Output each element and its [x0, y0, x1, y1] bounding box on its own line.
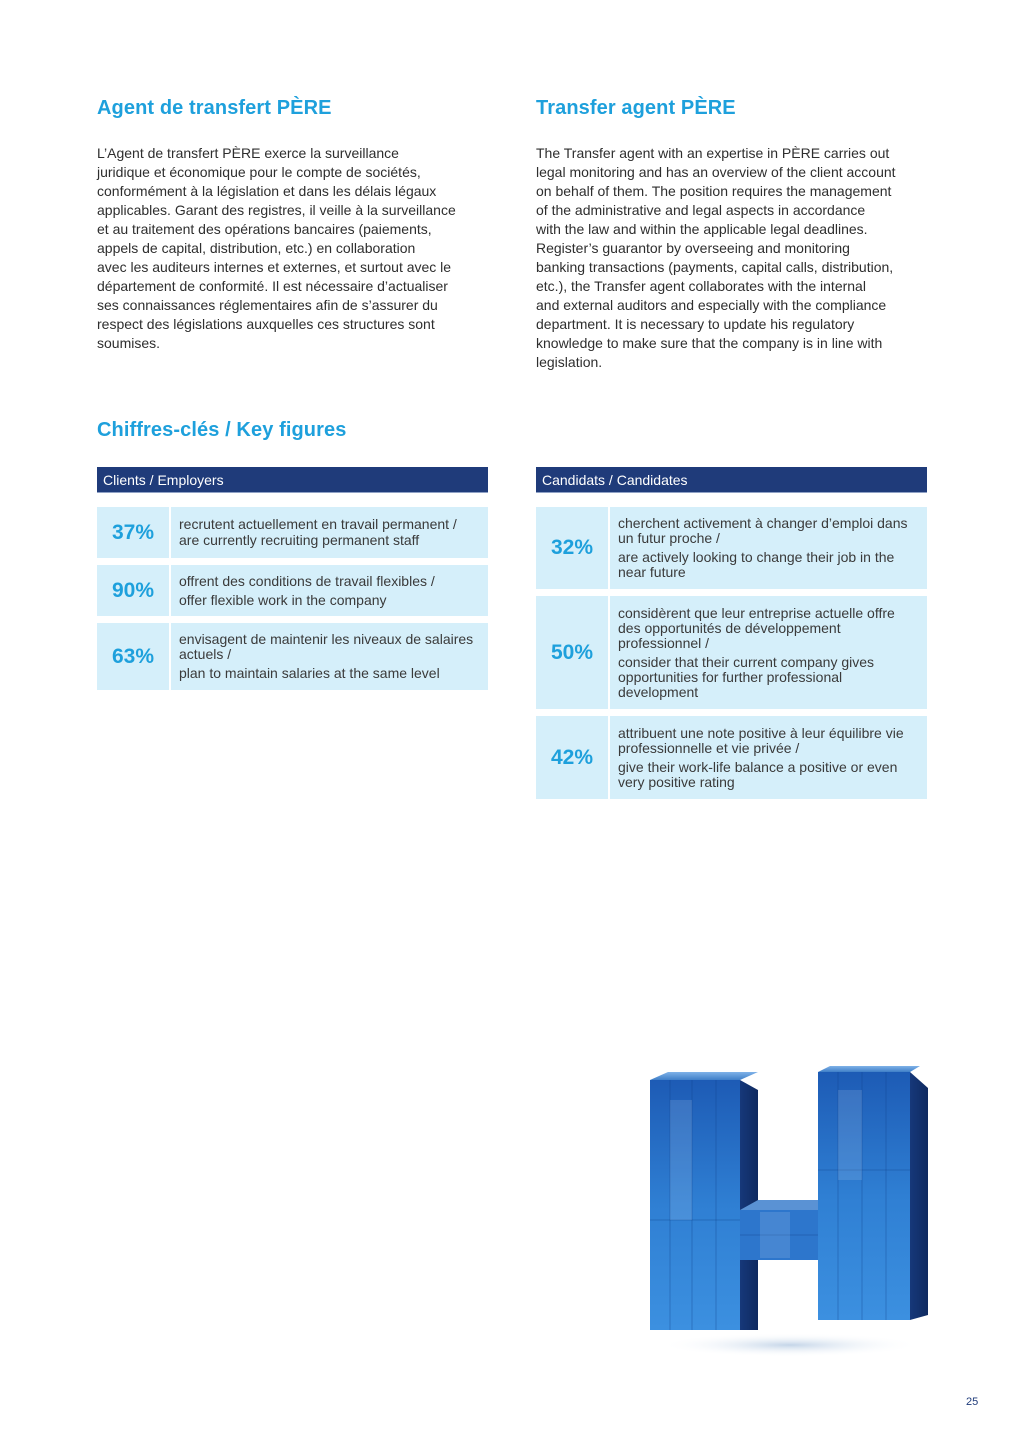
- left-line: appels de capital, distribution, etc.) en collaboration: [97, 240, 416, 256]
- left-line: L’Agent de transfert PÈRE exerce la surveillance: [97, 145, 399, 161]
- right-line: The Transfer agent with an expertise in PÈRE carries out: [536, 145, 890, 161]
- right-line: knowledge to make sure that the company is in line with: [536, 335, 883, 351]
- left-section: [97, 96, 487, 353]
- right-paragraph: [536, 144, 926, 372]
- left-line: avec les auditeurs internes et externes, et surtout avec le: [97, 259, 452, 275]
- row-text-en: consider that their current company gives opportunities for further professional development: [618, 653, 875, 700]
- right-line: on behalf of them. The position requires the management: [536, 183, 892, 199]
- candidates-table-header: Candidats / Candidates: [536, 467, 927, 493]
- right-line: legislation.: [536, 354, 603, 370]
- row-text: [171, 632, 488, 681]
- right-section-title: Transfer agent PÈRE: [536, 97, 736, 119]
- row-text-fr: offrent des conditions de travail flexibles /: [179, 572, 435, 589]
- candidates-row: [536, 596, 927, 709]
- right-line: department. It is necessary to update his regulatory: [536, 316, 855, 332]
- left-section-title: Agent de transfert PÈRE: [97, 97, 332, 119]
- percentage-value: 90%: [97, 565, 171, 616]
- left-line: conformément à la législation et dans les délais légaux: [97, 183, 437, 199]
- left-line: applicables. Garant des registres, il veille à la surveillance: [97, 202, 456, 218]
- left-line: et au traitement des opérations bancaires (paiements,: [97, 221, 432, 237]
- row-text-fr: cherchent activement à changer d’emploi dans un futur proche /: [618, 515, 908, 546]
- right-section: [536, 96, 926, 372]
- right-line: legal monitoring and has an overview of the client account: [536, 164, 896, 180]
- right-line: banking transactions (payments, capital calls, distribution,: [536, 259, 894, 275]
- percentage-value: 42%: [536, 716, 610, 799]
- row-text: [171, 574, 441, 608]
- row-text-fr: attribuent une note positive à leur équilibre vie professionnelle et vie privée /: [618, 724, 904, 756]
- right-line: Register’s guarantor by overseeing and monitoring: [536, 240, 850, 256]
- percentage-value: 63%: [97, 623, 171, 690]
- candidates-row: [536, 507, 927, 589]
- row-text: [171, 517, 463, 548]
- percentage-value: 37%: [97, 507, 171, 558]
- clients-row: [97, 623, 488, 690]
- row-text-fr: considèrent que leur entreprise actuelle offre des opportunités de développement professionnel /: [618, 604, 895, 651]
- page-number: 25: [966, 1396, 979, 1408]
- left-line: soumises.: [97, 335, 161, 351]
- key-figures-title: Chiffres-clés / Key figures: [97, 419, 347, 441]
- row-text: [610, 606, 927, 700]
- row-text-en: are actively looking to change their job in the near future: [618, 549, 895, 580]
- row-text: [610, 516, 927, 580]
- clients-row: [97, 565, 488, 616]
- row-text-fr: recrutent actuellement en travail permanent /: [179, 516, 457, 532]
- row-text-fr: envisagent de maintenir les niveaux de salaires actuels /: [179, 631, 474, 662]
- left-line: ses connaissances réglementaires afin de s’assurer du: [97, 297, 438, 313]
- right-line: of the administrative and legal aspects in accordance: [536, 202, 866, 218]
- clients-row: [97, 507, 488, 558]
- right-line: and external auditors and especially with the compliance: [536, 297, 887, 313]
- right-line: with the law and within the applicable legal deadlines.: [536, 221, 868, 237]
- right-line: etc.), the Transfer agent collaborates with the internal: [536, 278, 866, 294]
- candidates-row: [536, 716, 927, 799]
- left-line: respect des législations auxquelles ces structures sont: [97, 316, 435, 332]
- h-logo-illustration: [640, 1060, 940, 1360]
- percentage-value: 32%: [536, 507, 610, 589]
- clients-table-header: Clients / Employers: [97, 467, 488, 493]
- row-text-en: offer flexible work in the company: [179, 591, 387, 608]
- row-text-en: are currently recruiting permanent staff: [179, 532, 420, 548]
- left-line: juridique et économique pour le compte de sociétés,: [97, 164, 421, 180]
- row-text-en: plan to maintain salaries at the same level: [179, 665, 440, 681]
- row-text-en: give their work-life balance a positive or even very positive rating: [618, 758, 898, 790]
- left-paragraph: [97, 144, 487, 353]
- percentage-value: 50%: [536, 596, 610, 709]
- row-text: [610, 726, 927, 790]
- left-line: département de conformité. Il est nécessaire d’actualiser: [97, 278, 448, 294]
